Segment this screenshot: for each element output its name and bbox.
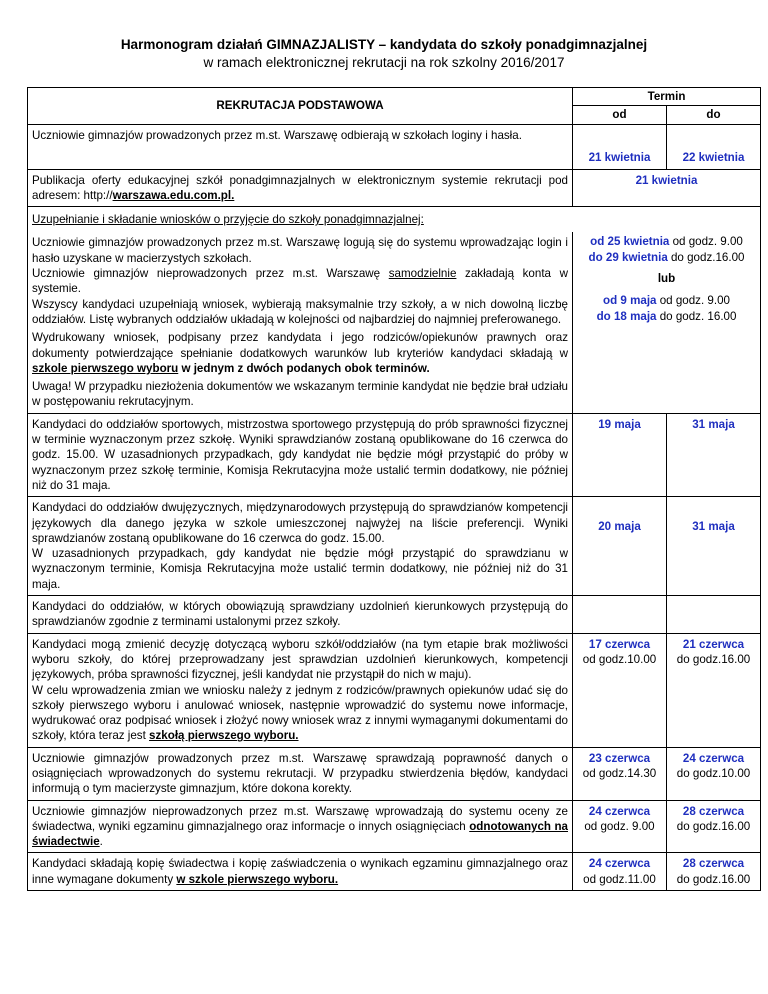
website-link[interactable]: warszawa.edu.com.pl. bbox=[112, 188, 235, 202]
title-line-1: Harmonogram działań GIMNAZJALISTY – kandydata do szkoły ponadgimnazjalnej bbox=[120, 37, 648, 52]
date-to: 31 maja bbox=[667, 497, 761, 596]
date-strong: 28 czerwca bbox=[682, 857, 745, 871]
date-from bbox=[573, 800, 667, 853]
table-row bbox=[28, 124, 761, 169]
date-to bbox=[667, 853, 761, 891]
schedule-table bbox=[27, 87, 761, 891]
time-text: do godz.16.00 bbox=[667, 250, 745, 264]
text-span: Wydrukowany wniosek, podpisany przez kandydata i jego rodziców/opiekunów prawnych oraz dokumenty potwierdzające spełnianie dodatkowych warunków lub kryteriów kandydaci składają w bbox=[32, 331, 568, 360]
row-text: Publikacja oferty edukacyjnej szkół ponadgimnazjalnych w elektronicznym systemie rekrutacji pod adresem: http:// bbox=[32, 173, 568, 202]
time-text: do godz.16.00 bbox=[676, 652, 751, 666]
document-title bbox=[0, 36, 768, 72]
table-row bbox=[28, 853, 761, 891]
table-row bbox=[28, 232, 761, 413]
time-text: od godz. 9.00 bbox=[656, 294, 730, 308]
row-description: Kandydaci do oddziałów, w których obowiązują sprawdziany uzdolnień kierunkowych przystępują do sprawdzianów zgodnie z terminami ustalonymi przez szkoły. bbox=[28, 596, 573, 634]
text-span: Kandydaci składają kopię świadectwa i kopię zaświadczenia o wynikach egzaminu gimnazjalnego oraz inne wymagane dokumenty bbox=[32, 857, 568, 886]
termin-header: Termin bbox=[573, 88, 761, 106]
row-description bbox=[28, 169, 573, 207]
title-line-2: w ramach elektronicznej rekrutacji na rok szkolny 2016/2017 bbox=[203, 55, 565, 70]
date-to bbox=[667, 800, 761, 853]
table-row bbox=[28, 633, 761, 747]
date-strong: 21 czerwca bbox=[682, 637, 745, 651]
date-to bbox=[667, 747, 761, 800]
underlined-text: samodzielnie bbox=[388, 267, 457, 281]
date-line bbox=[573, 293, 760, 308]
row-description bbox=[28, 800, 573, 853]
bold-text: w jednym z dwóch podanych obok terminów. bbox=[178, 361, 430, 375]
row-description bbox=[28, 853, 573, 891]
paragraph: Kandydaci mogą zmienić decyzję dotyczącą wyboru szkół/oddziałów (na tym etapie brak możliwości wyboru szkoły, do której przeprowadzany jest sprawdzian uzdolnień kierunkowych, kompetencji językowych, próba sprawności fizycznej, jeśli kandydat nie przystąpił do nich w maju). bbox=[32, 637, 568, 682]
paragraph bbox=[32, 330, 568, 376]
date-single: 21 kwietnia bbox=[573, 169, 761, 207]
paragraph bbox=[32, 683, 568, 744]
text-span: . bbox=[99, 835, 103, 849]
paragraph: Uczniowie gimnazjów prowadzonych przez m.st. Warszawę logują się do systemu wprowadzając login i hasło uzyskane w macierzystych szkołach. bbox=[32, 236, 568, 265]
row-description: Uczniowie gimnazjów prowadzonych przez m.st. Warszawę odbierają w szkołach loginy i hasła. bbox=[28, 124, 573, 169]
table-row bbox=[28, 169, 761, 207]
row-description: Uczniowie gimnazjów prowadzonych przez m.st. Warszawę sprawdzają poprawność danych o osiągnięciach wprowadzonych do systemu rekrutacji. W przypadku stwierdzenia błędów, kandydaci informują o tym macierzyste gimnazjum, które dokona korekty. bbox=[28, 747, 573, 800]
row-description: Kandydaci do oddziałów sportowych, mistrzostwa sportowego przystępują do prób sprawności fizycznej w terminie wyznaczonym przez szkołę. Wyniki sprawdzianów zostaną opublikowane do 16 czerwca do godz. 15.00. W uzasadnionych przypadkach, gdy kandydat nie będzie mógł przystąpić do próby w wyznaczonym przez szkołę terminie, Komisja Rekrutacyjna może ustalić termin dodatkowy, nie później niż do 31 maja. bbox=[28, 413, 573, 496]
date-strong: 24 czerwca bbox=[588, 857, 651, 871]
underlined-text: szkołą pierwszego wyboru. bbox=[149, 729, 299, 743]
section-header: REKRUTACJA PODSTAWOWA bbox=[28, 88, 573, 125]
time-text: od godz.14.30 bbox=[582, 766, 657, 780]
subheader-text: Uzupełnianie i składanie wniosków o przyjęcie do szkoły ponadgimnazjalnej: bbox=[32, 213, 424, 227]
time-text: do godz.16.00 bbox=[676, 819, 751, 833]
date-strong: od 25 kwietnia bbox=[590, 235, 670, 249]
time-text: od godz.11.00 bbox=[583, 872, 656, 886]
date-from bbox=[573, 633, 667, 747]
time-text: do godz. 16.00 bbox=[656, 309, 737, 323]
date-strong: 24 czerwca bbox=[682, 751, 745, 765]
date-line bbox=[573, 309, 760, 324]
lub-text: lub bbox=[657, 272, 676, 286]
date-strong: do 18 maja bbox=[596, 309, 657, 323]
date-line bbox=[573, 250, 760, 265]
do-header: do bbox=[667, 106, 761, 124]
time-text: do godz.10.00 bbox=[676, 766, 751, 780]
date-from bbox=[573, 853, 667, 891]
date-to: 22 kwietnia bbox=[667, 124, 761, 169]
table-row bbox=[28, 413, 761, 496]
text-span: zakładają konta w systemie. bbox=[32, 267, 568, 296]
paragraph: Uwaga! W przypadku niezłożenia dokumentów we wskazanym terminie kandydat nie będzie brał udziału w postępowaniu rekrutacyjnym. bbox=[32, 380, 568, 409]
date-range-cell bbox=[573, 232, 761, 413]
date-from: 21 kwietnia bbox=[573, 124, 667, 169]
time-text: do godz.16.00 bbox=[676, 872, 751, 886]
date-from: 19 maja bbox=[573, 413, 667, 496]
date-to bbox=[667, 633, 761, 747]
date-strong: 23 czerwca bbox=[588, 751, 651, 765]
table-header-row bbox=[28, 88, 761, 106]
row-description bbox=[28, 633, 573, 747]
underlined-text: odnotowanych na świadectwie bbox=[32, 819, 568, 849]
paragraph bbox=[32, 266, 568, 297]
empty-cell bbox=[573, 596, 667, 634]
time-text: od godz.10.00 bbox=[582, 652, 657, 666]
text-span: Uczniowie gimnazjów nieprowadzonych przez m.st. Warszawę wprowadzają do systemu oceny ze świadectwa, wyniki egzaminu gimnazjalnego oraz informacje o innych osiągnięciach bbox=[32, 804, 568, 833]
underlined-text: w szkole pierwszego wyboru. bbox=[176, 872, 339, 886]
table-row bbox=[28, 207, 761, 233]
od-header: od bbox=[573, 106, 667, 124]
date-from bbox=[573, 747, 667, 800]
table-row bbox=[28, 596, 761, 634]
table-row bbox=[28, 800, 761, 853]
date-strong: od 9 maja bbox=[603, 294, 657, 308]
date-strong: 28 czerwca bbox=[682, 804, 745, 818]
paragraph: W uzasadnionych przypadkach, gdy kandydat nie będzie mógł przystąpić do sprawdzianu w wyznaczonym terminie, Komisja Rekrutacyjna może ustalić termin dodatkowy, nie później niż do 31 maja. bbox=[32, 547, 568, 591]
date-strong: do 29 kwietnia bbox=[588, 250, 668, 264]
underlined-text: szkole pierwszego wyboru bbox=[32, 361, 179, 375]
date-from: 20 maja bbox=[573, 497, 667, 596]
text-span: W celu wprowadzenia zmian we wniosku należy z jednym z rodziców/prawnych opiekunów udać się do szkoły pierwszego wyboru i anulować wniosek, następnie wprowadzić do systemu nowe informacje, wydrukować oraz podpisać wniosek i złożyć nowy wniosek wraz z innymi wymaganymi dokumentami do szkoły, która teraz jest bbox=[32, 683, 568, 743]
table-row bbox=[28, 747, 761, 800]
date-strong: 24 czerwca bbox=[588, 804, 651, 818]
time-text: od godz. 9.00 bbox=[584, 819, 655, 833]
empty-cell bbox=[667, 596, 761, 634]
subheader-cell bbox=[28, 207, 761, 233]
date-line bbox=[573, 234, 760, 249]
row-description bbox=[28, 232, 573, 413]
row-description bbox=[28, 497, 573, 596]
table-row bbox=[28, 497, 761, 596]
paragraph: Kandydaci do oddziałów dwujęzycznych, międzynarodowych przystępują do sprawdzianów kompetencji językowych dla danego języka w szkole umieszczonej najwyżej na liście preferencji. Wyniki sprawdzianów zostaną opublikowane do 16 czerwca do godz. 15.00. bbox=[32, 501, 568, 545]
date-strong: 17 czerwca bbox=[588, 637, 651, 651]
text-span: Uczniowie gimnazjów nieprowadzonych przez m.st. Warszawę bbox=[32, 267, 389, 281]
time-text: od godz. 9.00 bbox=[669, 235, 743, 249]
paragraph: Wszyscy kandydaci uzupełniają wniosek, wybierają maksymalnie trzy szkoły, a w nich dowolną liczbę oddziałów. Listę wybranych oddziałów układają w kolejności od najbardziej do najmniej preferowanego. bbox=[32, 297, 568, 326]
date-to: 31 maja bbox=[667, 413, 761, 496]
